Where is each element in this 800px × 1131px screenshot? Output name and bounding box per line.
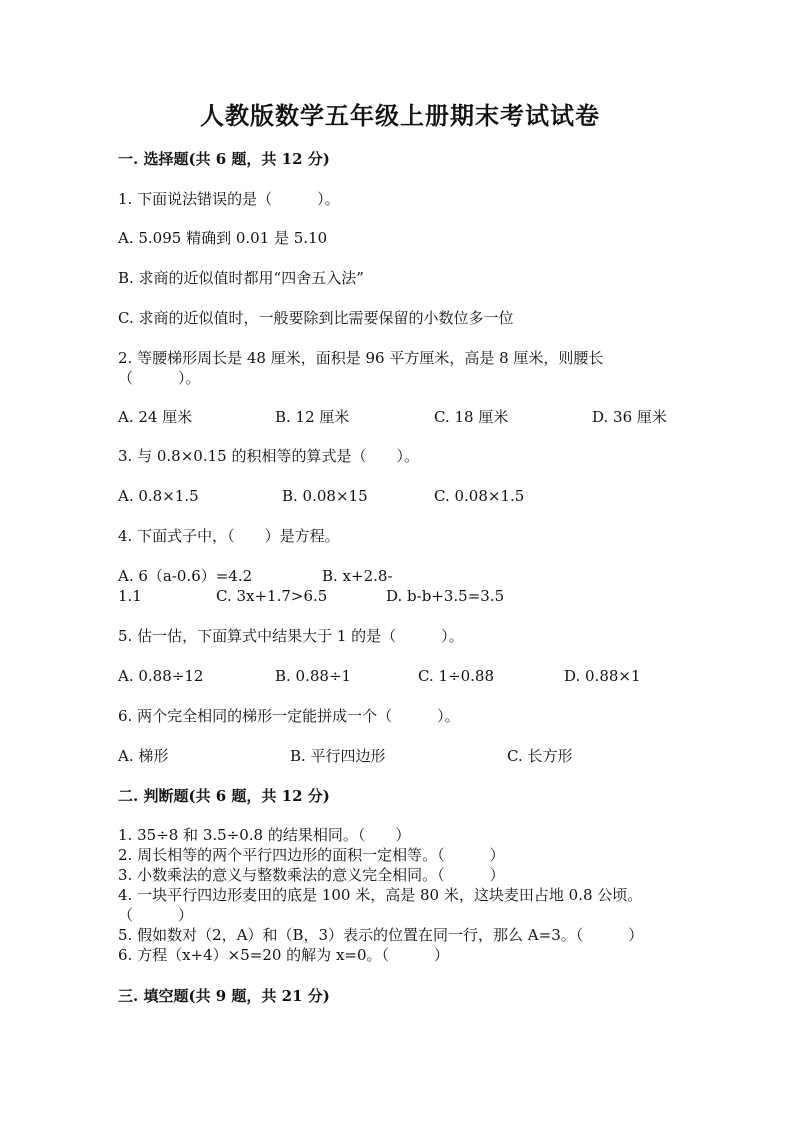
question-2-stem-line2: （ ）。 xyxy=(118,369,201,387)
question-4-option-c: C. 3x+1.7>6.5 xyxy=(216,587,328,605)
exam-title: 人教版数学五年级上册期末考试试卷 xyxy=(200,101,600,130)
question-3-stem: 3. 与 0.8×0.15 的积相等的算式是（ ）。 xyxy=(118,447,419,465)
judgement-item-4-answer: （ ） xyxy=(118,906,194,924)
judgement-item-3: 3. 小数乘法的意义与整数乘法的意义完全相同。（ ） xyxy=(118,866,505,884)
question-5-option-a: A. 0.88÷12 xyxy=(118,667,204,685)
question-6-option-a: A. 梯形 xyxy=(118,747,169,765)
question-5-option-b: B. 0.88÷1 xyxy=(275,667,352,685)
question-2-option-d: D. 36 厘米 xyxy=(592,408,667,426)
question-3-option-b: B. 0.08×15 xyxy=(282,487,368,505)
section-heading-fill-in: 三. 填空题(共 9 题，共 21 分) xyxy=(118,987,330,1005)
question-1-stem: 1. 下面说法错误的是（ ）。 xyxy=(118,190,340,208)
question-3-option-a: A. 0.8×1.5 xyxy=(118,487,199,505)
question-4-option-b-continued: 1.1 xyxy=(118,587,142,605)
question-6-stem: 6. 两个完全相同的梯形一定能拼成一个（ ）。 xyxy=(118,707,460,725)
judgement-item-5: 5. 假如数对（2，A）和（B，3）表示的位置在同一行，那么 A=3。（ ） xyxy=(118,926,644,944)
question-5-option-d: D. 0.88×1 xyxy=(564,667,641,685)
question-2-option-b: B. 12 厘米 xyxy=(275,408,350,426)
question-1-option-c: C. 求商的近似值时，一般要除到比需要保留的小数位多一位 xyxy=(118,309,514,327)
judgement-item-4: 4. 一块平行四边形麦田的底是 100 米，高是 80 米，这块麦田占地 0.8 公顷。 xyxy=(118,886,643,904)
question-4-stem: 4. 下面式子中，（ ）是方程。 xyxy=(118,527,340,545)
question-1-option-b: B. 求商的近似值时都用“四舍五入法” xyxy=(118,269,364,287)
judgement-item-2: 2. 周长相等的两个平行四边形的面积一定相等。（ ） xyxy=(118,846,505,864)
question-1-option-a: A. 5.095 精确到 0.01 是 5.10 xyxy=(118,229,328,247)
question-2-option-a: A. 24 厘米 xyxy=(118,408,193,426)
question-3-option-c: C. 0.08×1.5 xyxy=(434,487,525,505)
section-heading-multiple-choice: 一. 选择题(共 6 题，共 12 分) xyxy=(118,150,330,168)
judgement-item-6: 6. 方程（x+4）×5=20 的解为 x=0。（ ） xyxy=(118,946,450,964)
question-6-option-c: C. 长方形 xyxy=(507,747,573,765)
section-heading-true-false: 二. 判断题(共 6 题，共 12 分) xyxy=(118,787,330,805)
question-2-stem-line1: 2. 等腰梯形周长是 48 厘米，面积是 96 平方厘米，高是 8 厘米，则腰长 xyxy=(118,349,604,367)
question-4-option-a: A. 6（a-0.6）=4.2 xyxy=(118,567,253,585)
question-6-option-b: B. 平行四边形 xyxy=(290,747,386,765)
question-2-option-c: C. 18 厘米 xyxy=(434,408,509,426)
question-4-option-d: D. b-b+3.5=3.5 xyxy=(386,587,505,605)
question-5-option-c: C. 1÷0.88 xyxy=(418,667,494,685)
judgement-item-1: 1. 35÷8 和 3.5÷0.8 的结果相同。（ ） xyxy=(118,826,411,844)
question-5-stem: 5. 估一估，下面算式中结果大于 1 的是（ ）。 xyxy=(118,627,464,645)
question-4-option-b: B. x+2.8- xyxy=(322,567,393,585)
